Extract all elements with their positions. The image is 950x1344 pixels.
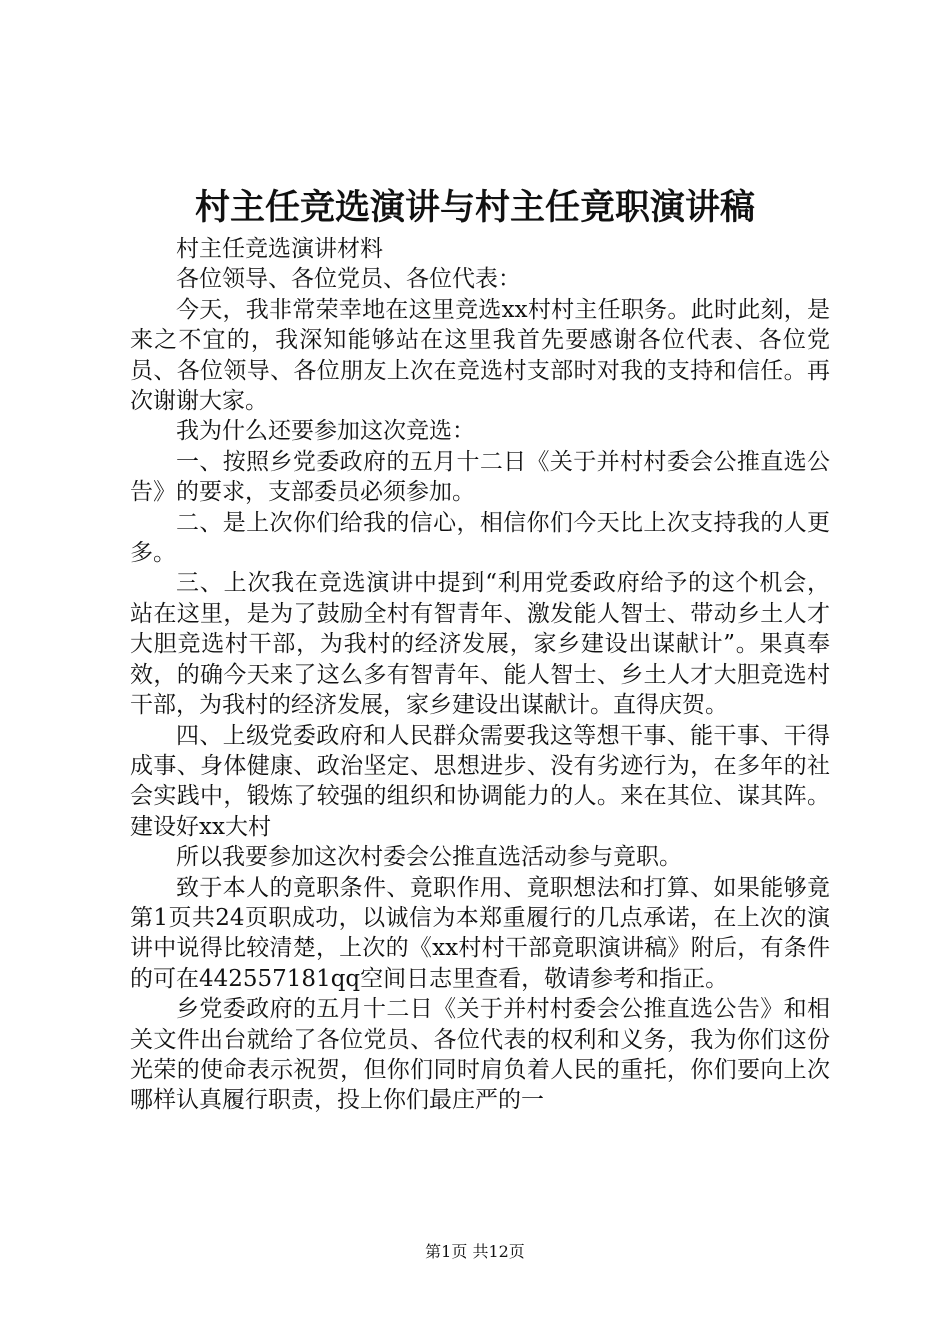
paragraph-point-2: 二、是上次你们给我的信心，相信你们今天比上次支持我的人更多。 bbox=[130, 509, 830, 567]
page-footer: 第1页 共12页 bbox=[425, 1242, 525, 1261]
document-body bbox=[130, 234, 830, 1116]
paragraph-conclusion: 所以我要参加这次村委会公推直选活动参与竟职。 bbox=[176, 844, 682, 871]
paragraph-opening: 今天，我非常荣幸地在这里竞选xx村村主任职务。此时此刻，是来之不宜的，我深知能够站在这里我首先要感谢各位代表、各位党员、各位领导、各位朋友上次在竞选村支部时对我的支持和信任。再次谢谢大家。 bbox=[130, 296, 830, 415]
paragraph-point-4: 四、上级党委政府和人民群众需要我这等想干事、能干事、干得成事、身体健康、政治坚定、思想进步、没有劣迹行为，在多年的社会实践中，锻炼了较强的组织和协调能力的人。来在其位、谋其阵。建设好xx大村 bbox=[130, 722, 830, 840]
paragraph-rights: 乡党委政府的五月十二日《关于并村村委会公推直选公告》和相关文件出台就给了各位党员、各位代表的权利和义务，我为你们这份光荣的使命表示祝贺，但你们同时肩负着人民的重托，你们要向上次哪样认真履行职责，投上你们最庄严的一 bbox=[130, 996, 830, 1114]
paragraph-subtitle: 村主任竞选演讲材料 bbox=[176, 236, 383, 262]
paragraph-conditions: 致于本人的竟职条件、竟职作用、竟职想法和打算、如果能够竟第1页共24页职成功，以诚信为本郑重履行的几点承诺，在上次的演讲中说得比较清楚，上次的《xx村村干部竟职演讲稿》附后，有条件的可在442557181qq空间日志里查看，敬请参考和指正。 bbox=[130, 874, 830, 992]
paragraph-salutation: 各位领导、各位党员、各位代表： bbox=[176, 266, 521, 293]
paragraph-point-1: 一、按照乡党委政府的五月十二日《关于并村村委会公推直选公告》的要求，支部委员必须参加。 bbox=[130, 448, 830, 506]
paragraph-question: 我为什么还要参加这次竞选： bbox=[176, 418, 475, 445]
document-title: 村主任竞选演讲与村主任竟职演讲稿 bbox=[194, 187, 755, 228]
paragraph-point-3: 三、上次我在竞选演讲中提到“利用党委政府给予的这个机会，站在这里，是为了鼓励全村有智青年、激发能人智士、带动乡土人才大胆竞选村干部，为我村的经济发展，家乡建设出谋献计”。果真奉效，的确今天来了这么多有智青年、能人智士、乡土人才大胆竞选村干部，为我村的经济发展，家乡建设出谋献计。直得庆贺。 bbox=[130, 570, 830, 719]
